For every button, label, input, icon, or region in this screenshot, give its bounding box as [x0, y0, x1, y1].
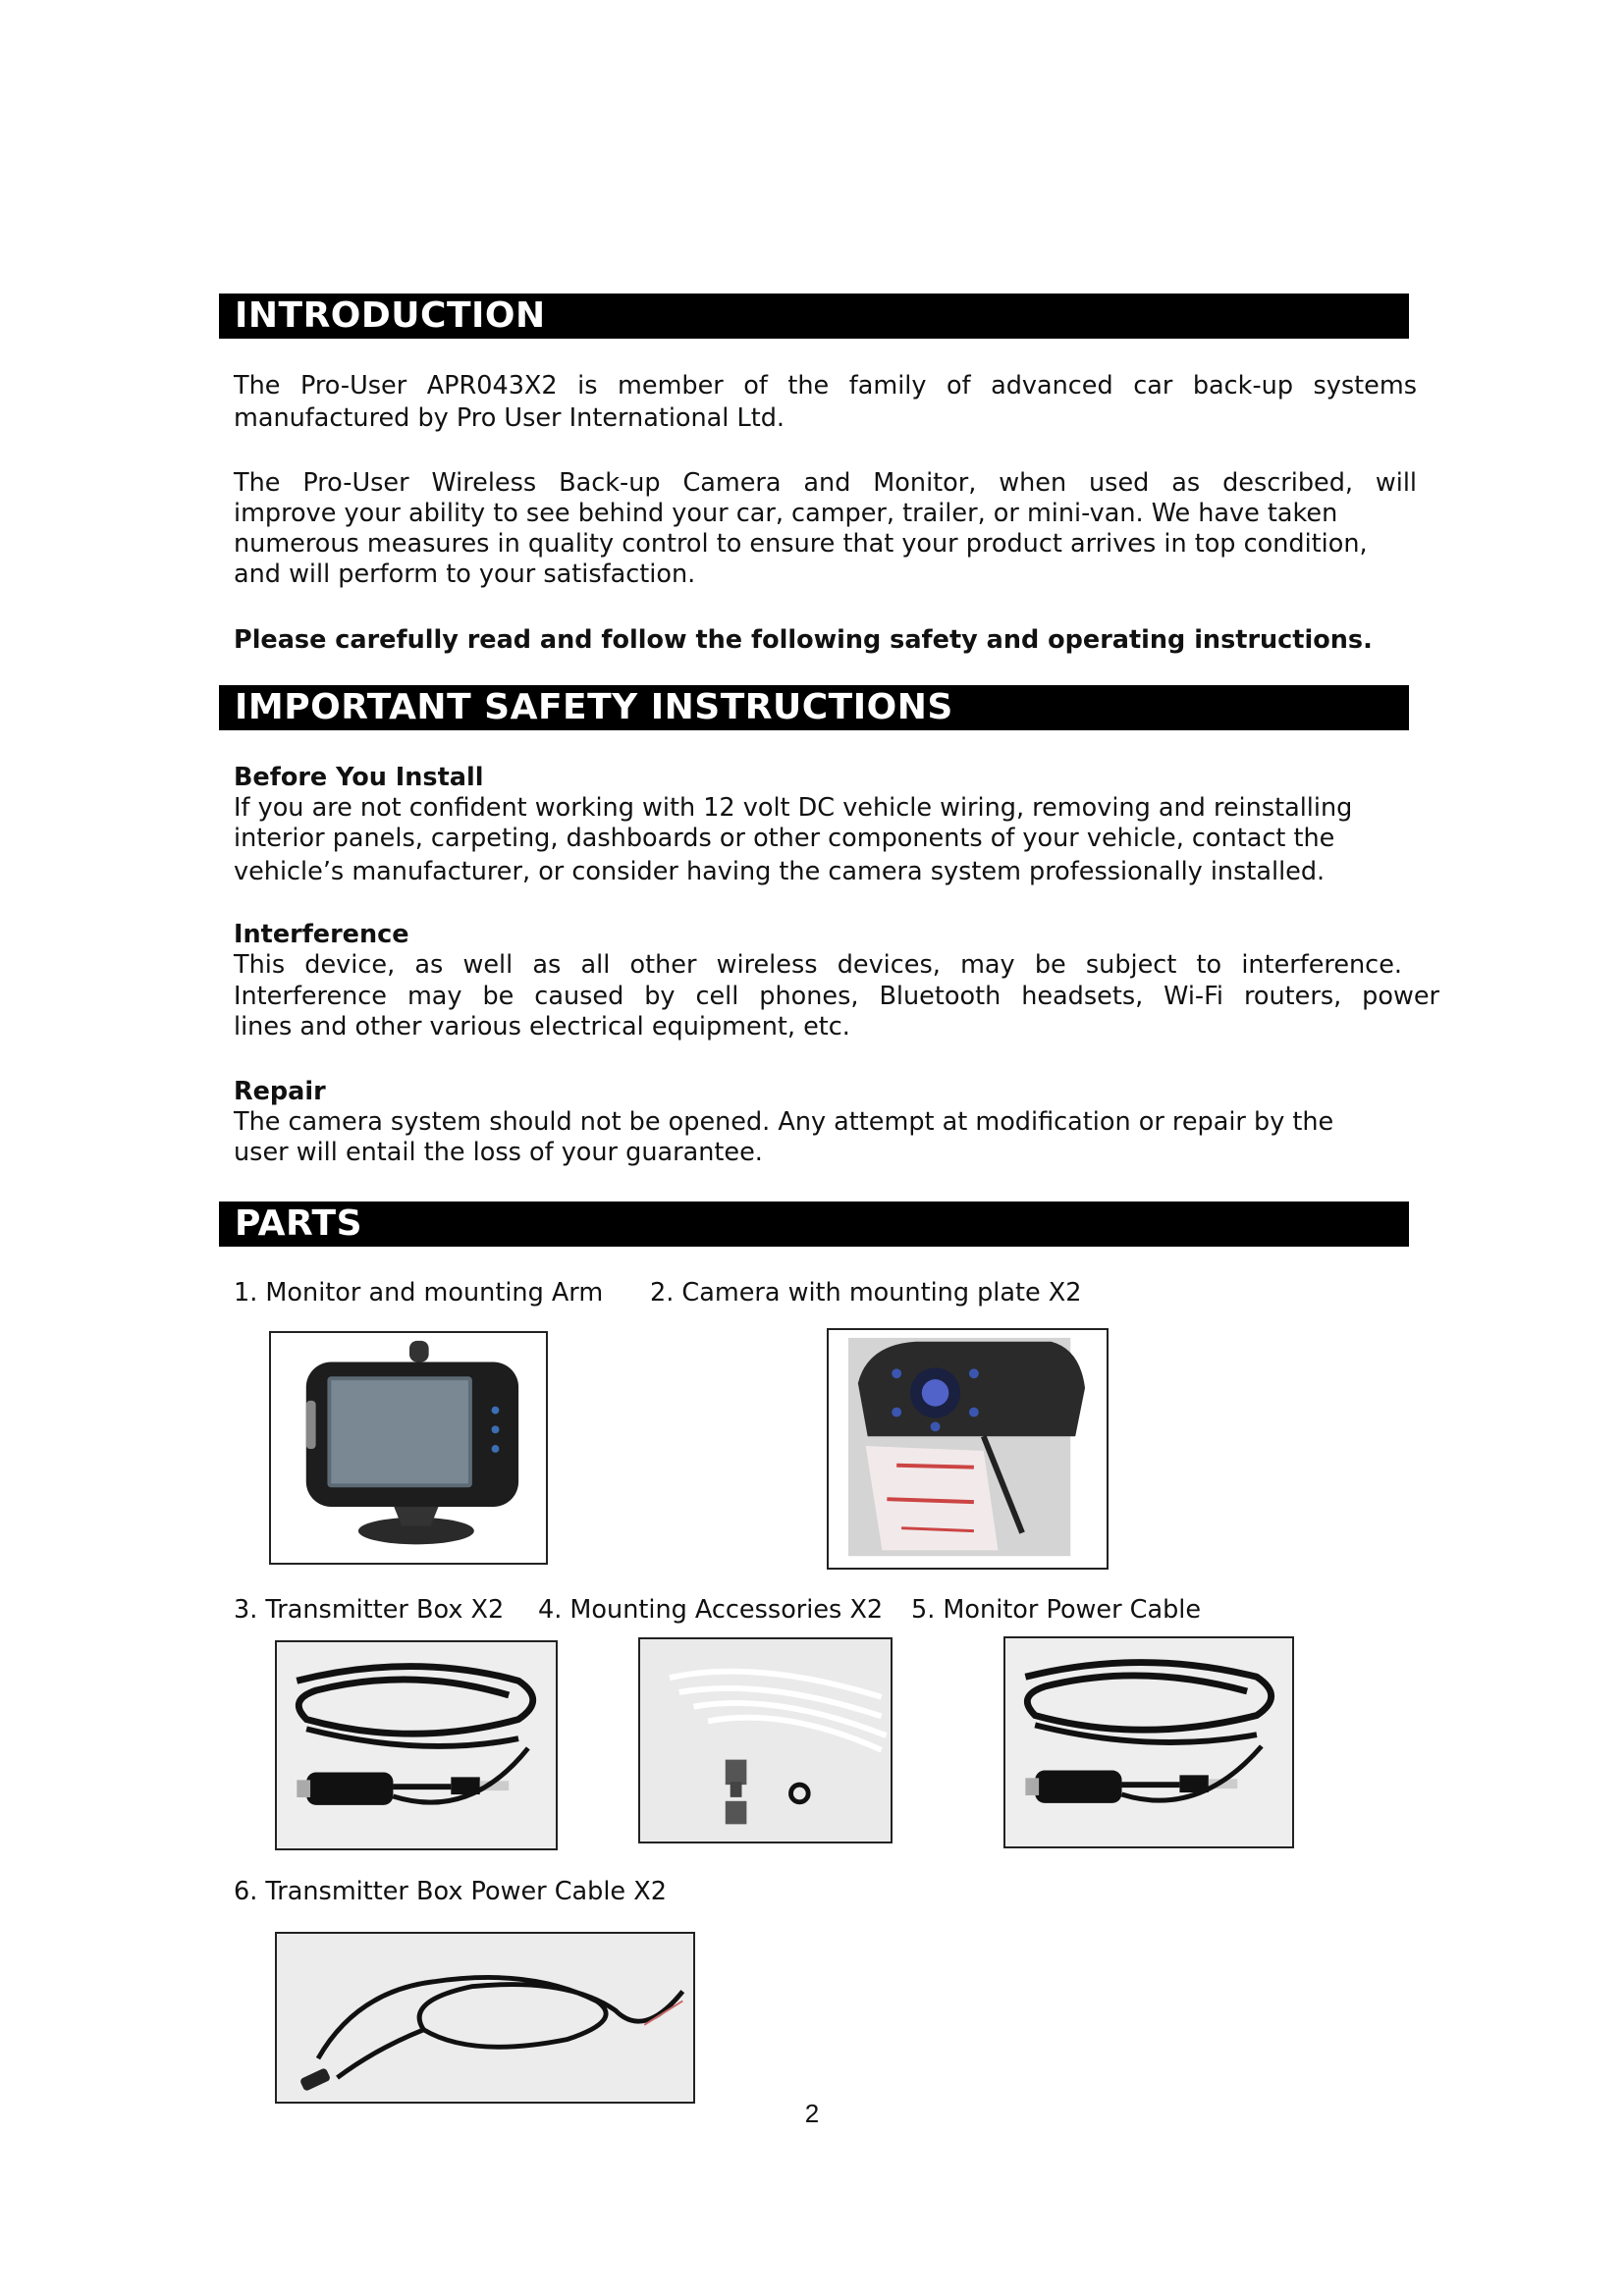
transmitter-power-cable-photo	[275, 1932, 695, 2104]
transmitter-box-photo	[275, 1640, 558, 1850]
before-install-line-2: interior panels, carpeting, dashboards or other components of your vehicle, contact the	[234, 824, 1335, 853]
intro-paragraph-2-line-1: The Pro-User Wireless Back-up Camera and Monitor, when used as described, will	[234, 468, 1417, 498]
car-charger-cable-illustration	[277, 1642, 556, 1848]
intro-paragraph-2-line-2: improve your ability to see behind your car, camper, trailer, or mini-van. We have taken	[234, 499, 1338, 528]
monitor-illustration	[271, 1333, 546, 1563]
mounting-accessories-photo	[638, 1637, 893, 1843]
part-5-label: 5. Monitor Power Cable	[911, 1595, 1202, 1625]
part-2-label: 2. Camera with mounting plate X2	[650, 1278, 1082, 1308]
part-3-label: 3. Transmitter Box X2	[234, 1595, 505, 1625]
monitor-power-cable-photo	[1003, 1636, 1294, 1848]
parts-heading: PARTS	[219, 1201, 1409, 1247]
before-install-line-1: If you are not confident working with 12 volt DC vehicle wiring, removing and reinstalling	[234, 793, 1353, 823]
accessories-illustration	[640, 1639, 891, 1842]
interference-title: Interference	[234, 920, 409, 949]
safety-heading: IMPORTANT SAFETY INSTRUCTIONS	[219, 685, 1409, 730]
before-install-title: Before You Install	[234, 763, 484, 792]
repair-title: Repair	[234, 1077, 326, 1106]
monitor-cable-illustration	[1005, 1638, 1292, 1846]
interference-line-1: This device, as well as all other wireless devices, may be subject to interference.	[234, 950, 1402, 980]
page-number: 2	[804, 2099, 820, 2128]
interference-line-2: Interference may be caused by cell phones, Bluetooth headsets, Wi-Fi routers, power	[234, 982, 1439, 1011]
intro-paragraph-1-line-1: The Pro-User APR043X2 is member of the family of advanced car back-up systems	[234, 371, 1417, 400]
part-6-label: 6. Transmitter Box Power Cable X2	[234, 1877, 667, 1906]
coiled-cable-illustration	[277, 1934, 693, 2102]
part-4-label: 4. Mounting Accessories X2	[538, 1595, 884, 1625]
intro-paragraph-2-line-3: numerous measures in quality control to ensure that your product arrives in top condition,	[234, 529, 1368, 559]
part-1-label: 1. Monitor and mounting Arm	[234, 1278, 604, 1308]
intro-paragraph-2-line-4: and will perform to your satisfaction.	[234, 560, 696, 589]
monitor-photo	[269, 1331, 548, 1565]
introduction-heading: INTRODUCTION	[219, 294, 1409, 339]
camera-illustration	[829, 1330, 1107, 1568]
repair-line-2: user will entail the loss of your guarantee.	[234, 1138, 763, 1167]
interference-line-3: lines and other various electrical equipment, etc.	[234, 1012, 850, 1041]
safety-notice: Please carefully read and follow the following safety and operating instructions.	[234, 625, 1373, 655]
camera-photo	[827, 1328, 1109, 1570]
before-install-line-3: vehicle’s manufacturer, or consider having the camera system professionally installed.	[234, 857, 1326, 886]
repair-line-1: The camera system should not be opened. Any attempt at modification or repair by the	[234, 1107, 1334, 1137]
intro-paragraph-1-line-2: manufactured by Pro User International Ltd.	[234, 403, 785, 433]
